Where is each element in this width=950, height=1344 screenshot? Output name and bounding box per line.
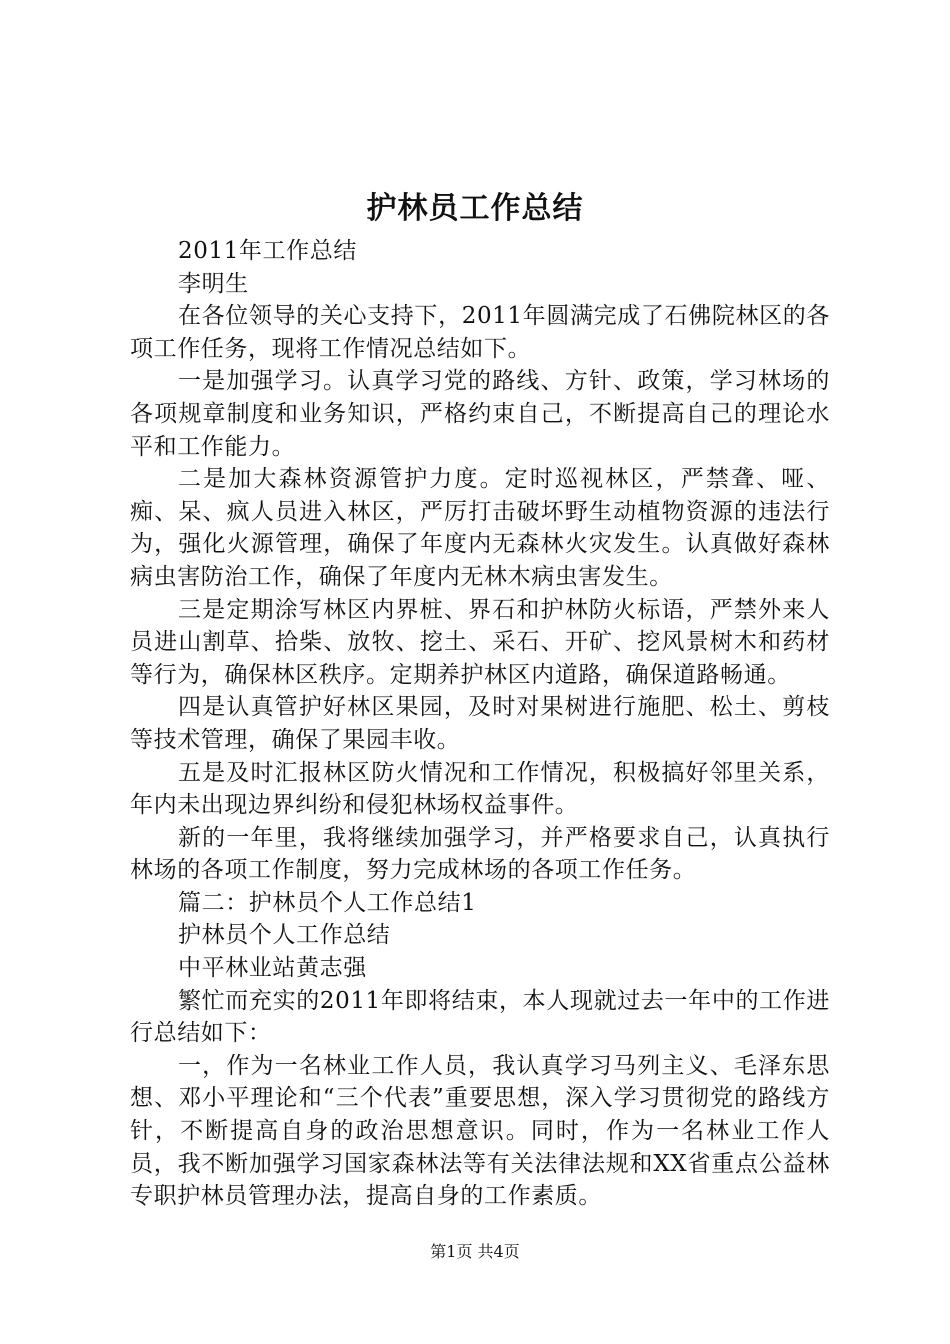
paragraph: 在各位领导的关心支持下，2011年圆满完成了石佛院林区的各项工作任务，现将工作情况总结如下。 [130,303,830,362]
paragraph: 四是认真管护好林区果园，及时对果树进行施肥、松土、剪枝等技术管理，确保了果园丰收。 [130,694,830,753]
paragraph: 李明生 [178,270,249,297]
paragraph: 2011年工作总结 [178,238,357,264]
document-body [130,235,830,1213]
paragraph: 一是加强学习。认真学习党的路线、方针、政策，学习林场的各项规章制度和业务知识，严格约束自己，不断提高自己的理论水平和工作能力。 [130,368,830,460]
page-footer: 第1页 共4页 [430,1242,520,1261]
document-title: 护林员工作总结 [366,191,584,226]
paragraph: 五是及时汇报林区防火情况和工作情况，积极搞好邻里关系，年内未出现边界纠纷和侵犯林场权益事件。 [130,759,830,819]
paragraph: 二是加大森林资源管护力度。定时巡视林区，严禁聋、哑、痴、呆、疯人员进入林区，严厉打击破坏野生动植物资源的违法行为，强化火源管理，确保了年度内无森林火灾发生。认真做好森林病虫害防治工作，确保了年度内无林木病虫害发生。 [130,466,830,590]
paragraph: 护林员个人工作总结 [178,922,391,949]
paragraph: 篇二：护林员个人工作总结1 [178,889,477,916]
paragraph: 繁忙而充实的2011年即将结束，本人现就过去一年中的工作进行总结如下： [130,987,830,1047]
paragraph: 一，作为一名林业工作人员，我认真学习马列主义、毛泽东思想、邓小平理论和“三个代表”重要思想，深入学习贯彻党的路线方针，不断提高自身的政治思想意识。同时，作为一名林业工作人员，我不断加强学习国家森林法等有关法律法规和XX省重点公益林专职护林员管理办法，提高自身的工作素质。 [130,1052,830,1210]
paragraph: 三是定期涂写林区内界桩、界石和护林防火标语，严禁外来人员进山割草、拾柴、放牧、挖土、采石、开矿、挖风景树木和药材等行为，确保林区秩序。定期养护林区内道路，确保道路畅通。 [130,596,830,688]
paragraph: 新的一年里，我将继续加强学习，并严格要求自己，认真执行林场的各项工作制度，努力完成林场的各项工作任务。 [130,824,830,884]
paragraph: 中平林业站黄志强 [178,955,367,982]
